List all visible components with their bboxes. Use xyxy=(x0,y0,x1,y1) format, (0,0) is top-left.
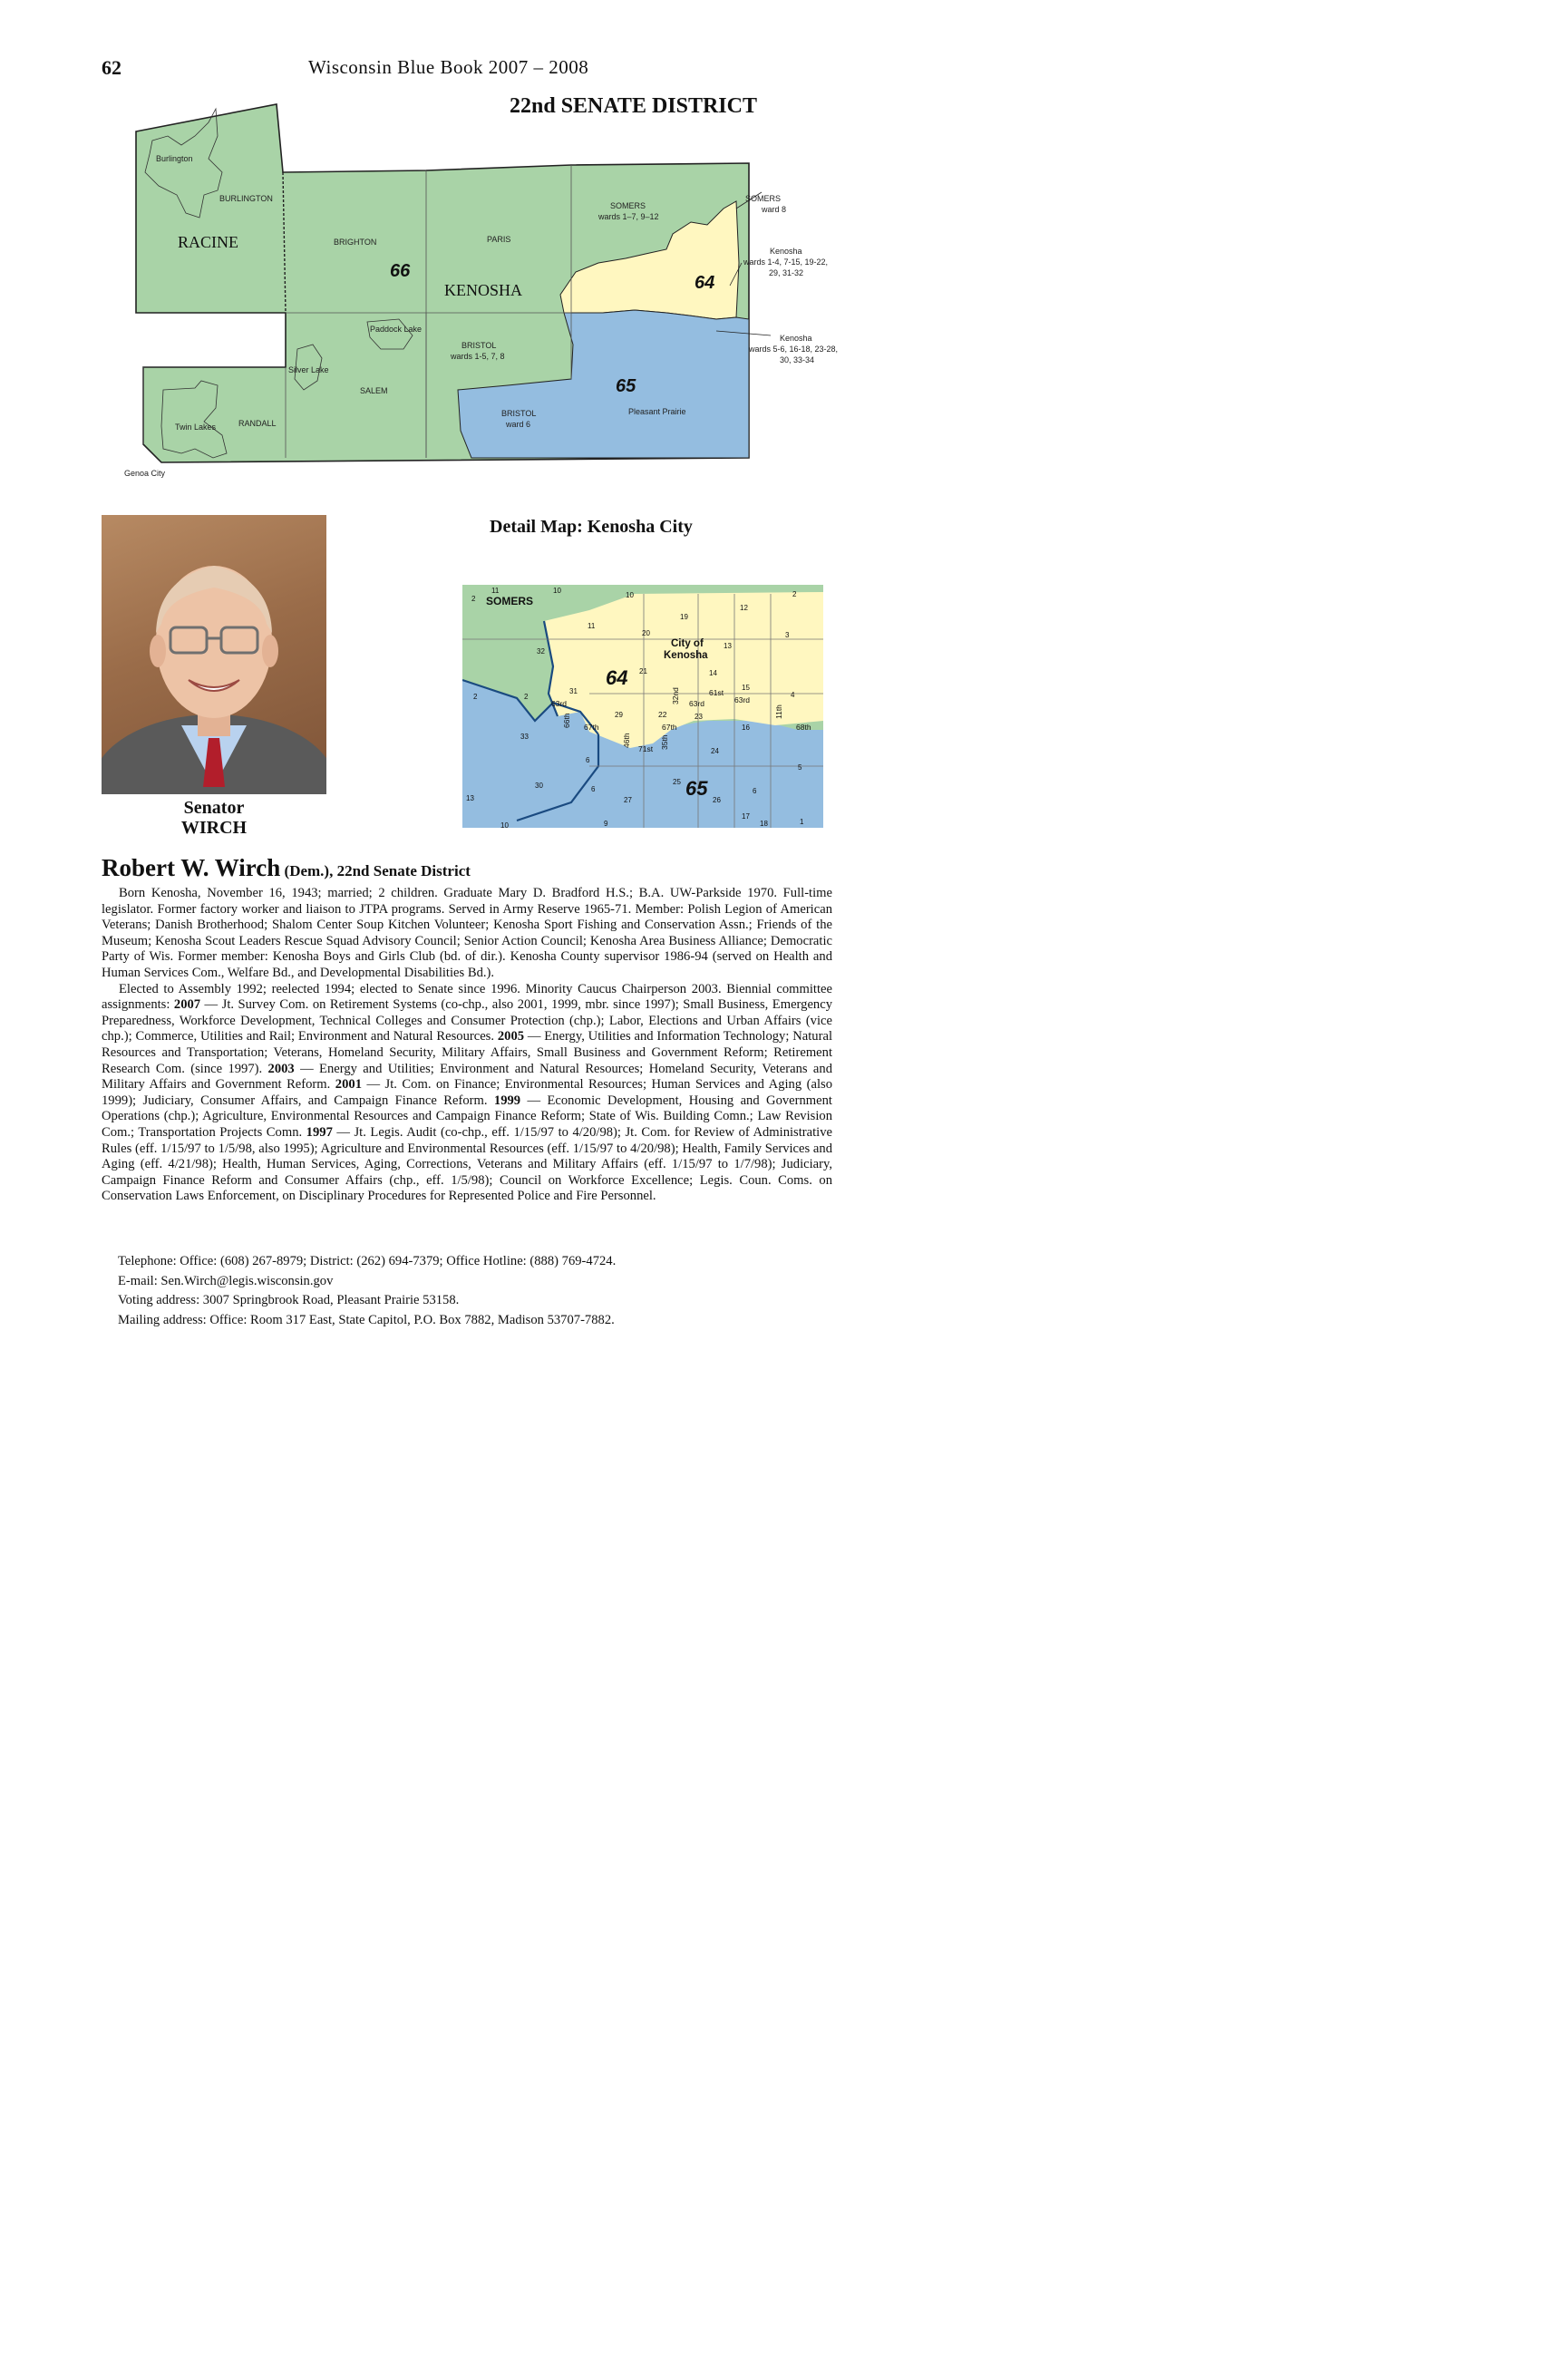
detail-ward: 15 xyxy=(742,684,750,692)
senator-portrait xyxy=(102,515,326,794)
detail-ward: 11 xyxy=(491,587,500,595)
portrait-caption xyxy=(102,798,326,838)
label-burlington-town: BURLINGTON xyxy=(219,194,273,203)
bio-text-segment: — Jt. Survey Com. on Retirement Systems (co-chp., also 2001, 1999, mbr. since 1997); Small Business, Emergency Preparedness, Workforce Development, Technical Colleges and Consumer Protection (chp.); Labor, Elections and Urban Affairs (vice chp.); Commerce, Utilities and Rail; Environment and Natural Resources. xyxy=(102,997,832,1044)
label-burlington-city: Burlington xyxy=(156,154,193,163)
bio-text-segment: Elected to Assembly 1992; reelected 1994; elected to Senate since 1996. Minority Caucus Chairperson 2003. Biennial committee assignments: xyxy=(102,981,832,1013)
label-kenosha-a-line1: Kenosha xyxy=(770,247,802,256)
bio-heading xyxy=(102,854,471,882)
bio-paragraph-legislative xyxy=(102,982,832,1205)
detail-ward: 25 xyxy=(673,778,681,786)
detail-district-65: 65 xyxy=(685,777,708,800)
session-year: 2003 xyxy=(267,1061,295,1076)
street-label: 46th xyxy=(622,733,631,748)
detail-ward: 20 xyxy=(642,629,650,637)
label-somers-ward8-line1: SOMERS xyxy=(745,194,782,203)
session-year: 1999 xyxy=(493,1093,521,1108)
detail-ward: 24 xyxy=(711,747,719,755)
street-label: 66th xyxy=(562,713,571,728)
detail-ward: 23 xyxy=(695,713,703,721)
label-bristol-b-line1: BRISTOL xyxy=(501,409,537,418)
detail-ward: 31 xyxy=(569,687,578,695)
blue-book-page xyxy=(0,0,925,1407)
label-paris: PARIS xyxy=(487,235,511,244)
session-year: 2005 xyxy=(497,1029,525,1044)
detail-ward: 5 xyxy=(798,763,802,772)
detail-ward: 17 xyxy=(742,812,750,821)
session-year: 2001 xyxy=(335,1077,362,1093)
detail-label-kenosha: Kenosha xyxy=(664,650,708,661)
street-label: 63rd xyxy=(551,699,568,708)
detail-ward: 27 xyxy=(624,796,632,804)
label-brighton: BRIGHTON xyxy=(334,238,377,247)
label-somers: SOMERS xyxy=(610,201,646,210)
label-randall: RANDALL xyxy=(238,419,277,428)
detail-ward: 29 xyxy=(615,711,623,719)
detail-ward: 18 xyxy=(760,820,768,828)
label-kenosha-a-line2: wards 1-4, 7-15, 19-22, xyxy=(743,257,829,267)
telephone-line: Telephone: Office: (608) 267-8979; District: (262) 694-7379; Office Hotline: (888) 769-4724. xyxy=(118,1254,617,1268)
assembly-district-66: 66 xyxy=(390,261,411,281)
assembly-district-64: 64 xyxy=(695,273,715,293)
detail-ward: 9 xyxy=(604,820,608,828)
bio-text-segment: — Energy, Utilities and Information Technology; Natural Resources and Transportation; Veterans, Homeland Security, Military Affairs, Small Business and Government Reform; Retirement Research Com. (since 1997). xyxy=(102,1029,832,1076)
detail-ward: 4 xyxy=(791,691,795,699)
county-racine: RACINE xyxy=(178,233,238,251)
detail-ward: 19 xyxy=(680,613,688,621)
detail-ward: 13 xyxy=(466,794,474,802)
label-twin-lakes: Twin Lakes xyxy=(175,423,217,432)
session-year: 1997 xyxy=(306,1124,333,1140)
detail-ward: 33 xyxy=(520,733,529,741)
detail-ward: 26 xyxy=(713,796,721,804)
label-kenosha-a-line3: 29, 31-32 xyxy=(769,268,804,277)
street-label: 32nd xyxy=(671,687,680,704)
detail-ward: 21 xyxy=(639,667,647,675)
street-label: 67th xyxy=(662,723,677,732)
street-label: 22 xyxy=(658,710,667,719)
detail-ward: 2 xyxy=(524,693,529,701)
street-label: 63rd xyxy=(734,695,751,704)
label-kenosha-b-line1: Kenosha xyxy=(780,334,812,343)
assembly-district-65: 65 xyxy=(616,376,636,396)
street-label: 71st xyxy=(638,744,654,753)
bio-text-segment: — Jt. Legis. Audit (co-chp., eff. 1/15/97 to 4/20/98); Jt. Com. for Review of Administrative Rules (eff. 1/15/97 to 1/5/98, also 1995); Agriculture and Environmental Resources (eff. 1/15/97 to 4/20/98); Health, Family Services and Aging (eff. 4/21/98); Health, Human Services, Aging, Corrections, Veterans and Military Affairs (eff. 1/15/97 to 1/7/98); Judiciary, Campaign Finance Reform and Consumer Affairs (chp., eff. 1/5/98); Council on Workforce Excellence; Legis. Coun. Coms. on Conservation Laws Enforcement, on Disciplinary Procedures for Represented Police and Fire Personnel. xyxy=(102,1124,832,1204)
portrait-caption-line1: Senator xyxy=(183,798,245,818)
detail-ward: 14 xyxy=(709,669,717,677)
senator-name: Robert W. Wirch xyxy=(102,854,281,881)
detail-label-somers: SOMERS xyxy=(486,595,534,607)
session-year: 2007 xyxy=(173,997,201,1013)
street-label: 61st xyxy=(709,688,724,697)
detail-ward: 12 xyxy=(740,604,748,612)
detail-district-64: 64 xyxy=(606,666,628,689)
detail-ward: 13 xyxy=(724,642,732,650)
bio-text-segment: — Economic Development, Housing and Government Operations (chp.); Agriculture, Environmental Resources and Campaign Finance Reform; State of Wis. Building Comn.; Law Revision Com.; Transportation Projects Comn. xyxy=(102,1093,832,1140)
detail-ward: 10 xyxy=(500,821,509,828)
label-kenosha-b-line3: 30, 33-34 xyxy=(780,355,815,364)
label-bristol-a-line2: wards 1-5, 7, 8 xyxy=(451,352,505,361)
detail-ward: 30 xyxy=(535,782,543,790)
running-head: Wisconsin Blue Book 2007 – 2008 xyxy=(308,56,589,78)
label-kenosha-b-line2: wards 5-6, 16-18, 23-28, xyxy=(749,345,839,354)
label-silver-lake: Silver Lake xyxy=(288,365,329,374)
street-label: 35th xyxy=(660,734,669,750)
bio-paragraph-personal: Born Kenosha, November 16, 1943; married; 2 children. Graduate Mary D. Bradford H.S.; B.A. UW-Parkside 1970. Full-time legislator. Former factory worker and liaison to JTPA programs. Served in Army Reserve 1965-71. Member: Polish Legion of American Veterans; Danish Brotherhood; Shalom Center Soup Kitchen Volunteer; Kenosha Sport Fishing and Conservation Assn.; Friends of the Museum; Kenosha Scout Leaders Rescue Squad Advisory Council; Senior Action Council; Kenosha Area Business Alliance; Democratic Party of Wis. Former member: Kenosha Boys and Girls Club (bd. of dir.). Kenosha County supervisor 1986-94 (served on Health and Human Services Com., Welfare Bd., and Developmental Disabilities Bd.). xyxy=(102,886,832,980)
detail-ward: 32 xyxy=(537,647,545,656)
detail-label-city-of: City of xyxy=(671,638,704,649)
street-label: 67th xyxy=(584,723,599,732)
detail-ward: 2 xyxy=(792,590,797,598)
detail-ward: 10 xyxy=(553,587,561,595)
bio-text-segment: — Energy and Utilities; Environment and Natural Resources; Homeland Security, Veterans and Military Affairs and Government Reform. xyxy=(102,1061,832,1093)
voting-address-line: Voting address: 3007 Springbrook Road, Pleasant Prairie 53158. xyxy=(118,1293,460,1307)
senate-district-map xyxy=(118,98,843,488)
label-somers-ward8-line2: ward 8 xyxy=(762,205,787,214)
district-map-title: 22nd SENATE DISTRICT xyxy=(510,94,757,118)
detail-ward: 11 xyxy=(588,622,596,630)
detail-map-kenosha-city xyxy=(462,585,823,828)
detail-ward: 6 xyxy=(586,756,590,764)
email-line: E-mail: Sen.Wirch@legis.wisconsin.gov xyxy=(118,1273,334,1288)
county-kenosha: KENOSHA xyxy=(444,281,523,299)
detail-ward: 2 xyxy=(471,595,476,603)
detail-ward: 2 xyxy=(473,693,478,701)
label-somers-wards: wards 1–7, 9–12 xyxy=(598,212,659,221)
label-genoa-city: Genoa City xyxy=(124,469,166,478)
detail-ward: 6 xyxy=(591,785,596,793)
detail-ward: 6 xyxy=(753,787,757,795)
label-bristol-a-line1: BRISTOL xyxy=(461,341,497,350)
bio-text-segment: — Jt. Com. on Finance; Environmental Resources; Human Services and Aging (also 1999); Judiciary, Consumer Affairs, and Campaign Finance Reform. xyxy=(102,1077,833,1108)
street-label: 68th xyxy=(796,723,811,732)
detail-ward: 16 xyxy=(742,724,750,732)
page-number: 62 xyxy=(102,56,121,79)
label-paddock-lake: Paddock Lake xyxy=(370,325,423,334)
contact-info xyxy=(118,1252,616,1330)
street-label: 63rd xyxy=(689,699,705,708)
label-salem: SALEM xyxy=(360,386,388,395)
portrait-caption-line2: WIRCH xyxy=(180,818,248,838)
label-pleasant-prairie: Pleasant Prairie xyxy=(628,407,686,416)
street-label: 11th xyxy=(774,704,783,719)
detail-map-title: Detail Map: Kenosha City xyxy=(490,517,693,537)
detail-ward: 3 xyxy=(785,631,790,639)
mailing-address-line: Mailing address: Office: Room 317 East, State Capitol, P.O. Box 7882, Madison 53707-7882. xyxy=(118,1312,615,1327)
label-bristol-b-line2: ward 6 xyxy=(506,420,531,429)
party-district: (Dem.), 22nd Senate District xyxy=(280,862,471,879)
detail-ward: 10 xyxy=(626,591,634,599)
biography xyxy=(102,886,832,1205)
detail-ward: 1 xyxy=(800,818,804,826)
